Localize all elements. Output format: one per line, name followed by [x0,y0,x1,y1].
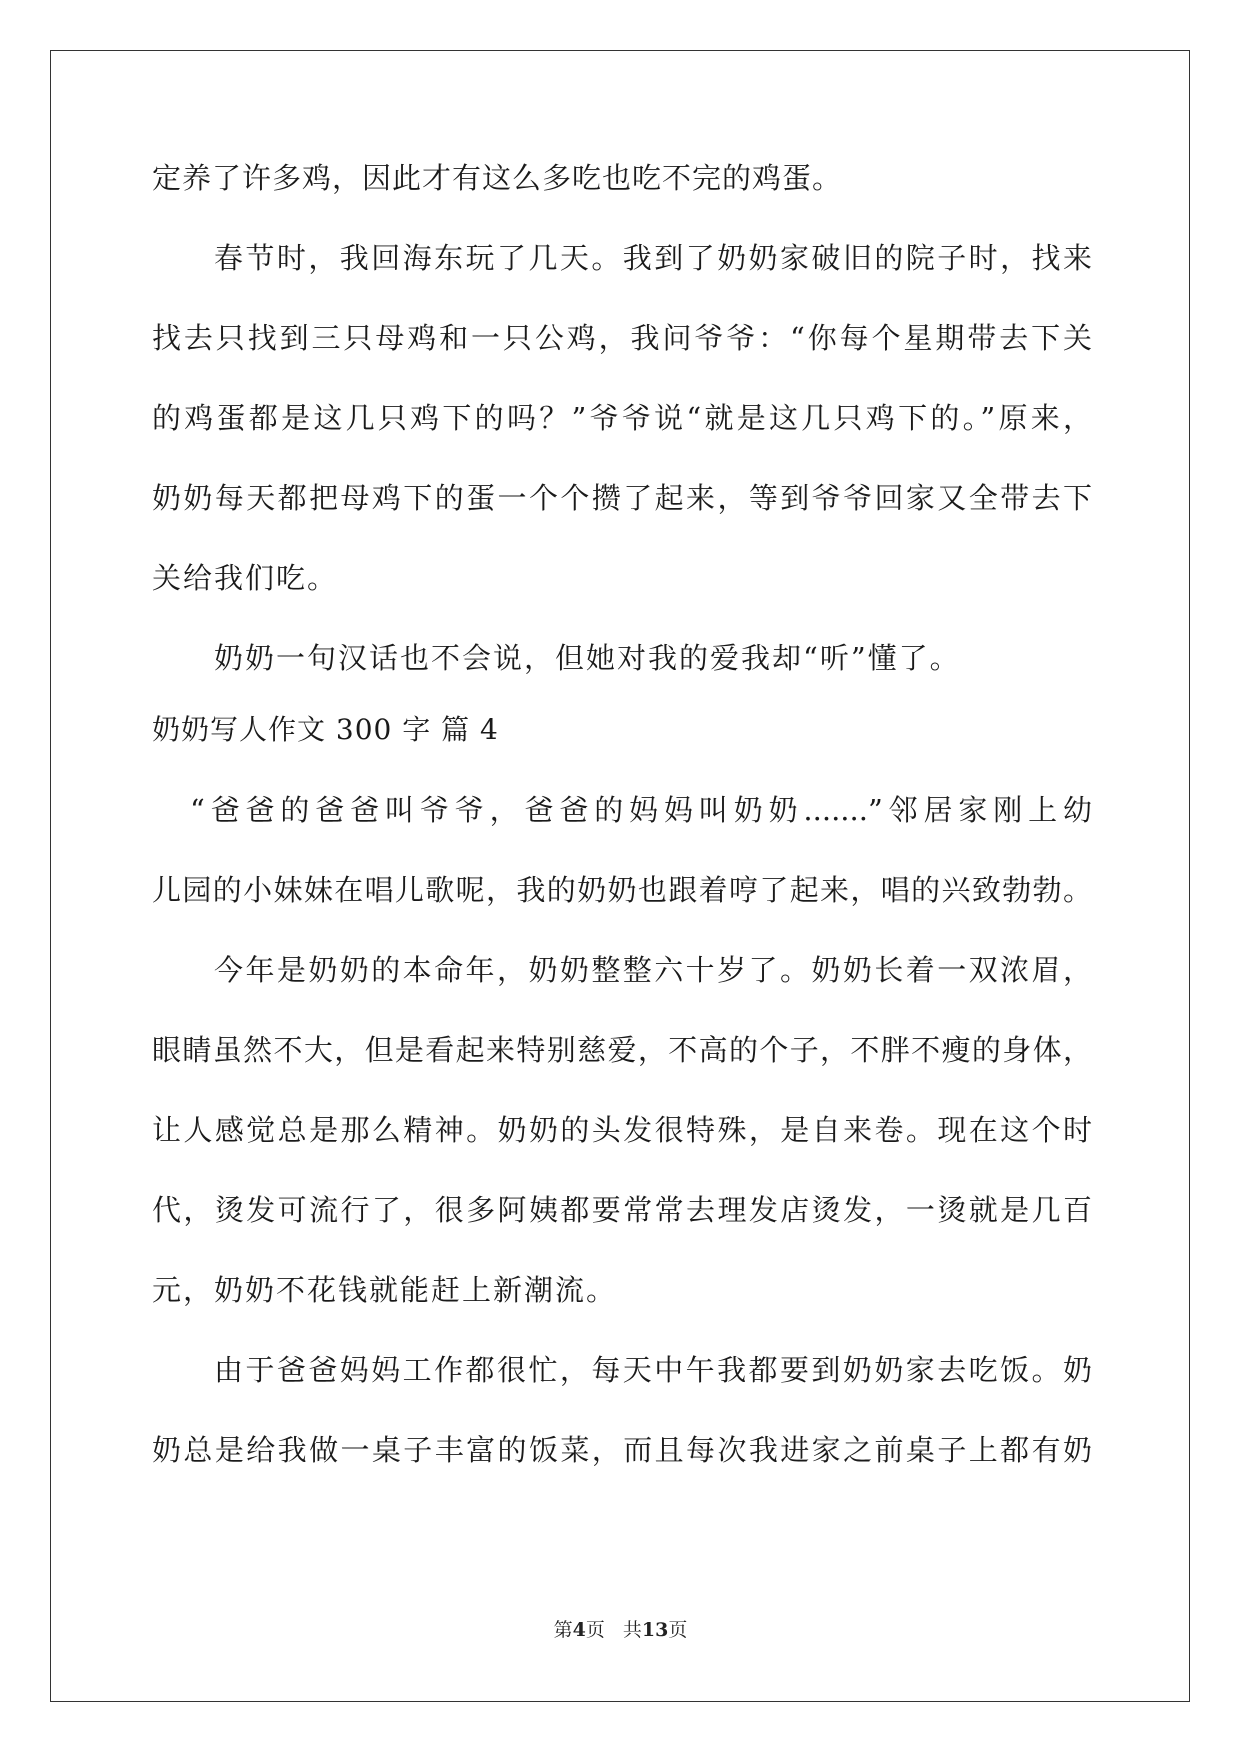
total-pages: 13 [641,1619,669,1641]
total-prefix: 共 [622,1619,642,1641]
text-line: 奶总是给我做一桌子丰富的饭菜，而且每次我进家之前桌子上都有奶 [152,1433,1092,1467]
text-line: 儿园的小妹妹在唱儿歌呢，我的奶奶也跟着哼了起来，唱的兴致勃勃。 [152,873,1092,907]
page-prefix: 第 [553,1619,573,1641]
total-suffix: 页 [668,1619,688,1641]
text-line: 关给我们吃。 [152,561,339,595]
paragraph-start-line: 春节时，我回海东玩了几天。我到了奶奶家破旧的院子时，找来 [214,241,1092,275]
text-line: 元，奶奶不花钱就能赶上新潮流。 [152,1273,618,1307]
text-line: 眼睛虽然不大，但是看起来特别慈爱，不高的个子，不胖不瘦的身体， [152,1033,1092,1067]
paragraph-start-line: 今年是奶奶的本命年，奶奶整整六十岁了。奶奶长着一双浓眉， [214,953,1092,987]
page-suffix: 页 [585,1619,605,1641]
text-line: 代，烫发可流行了，很多阿姨都要常常去理发店烫发，一烫就是几百 [152,1193,1092,1227]
page-number: 4 [572,1619,586,1641]
paragraph-start-line: 奶奶一句汉话也不会说，但她对我的爱我却“听”懂了。 [214,641,961,675]
text-line: 定养了许多鸡，因此才有这么多吃也吃不完的鸡蛋。 [152,161,843,195]
page-footer [0,1618,1241,1642]
section-heading: 奶奶写人作文 300 字 篇 4 [152,713,499,746]
text-line: 奶奶每天都把母鸡下的蛋一个个攒了起来，等到爷爷回家又全带去下 [152,481,1092,515]
paragraph-start-line: “爸爸的爸爸叫爷爷，爸爸的妈妈叫奶奶.......”邻居家刚上幼 [190,793,1092,827]
text-line: 的鸡蛋都是这几只鸡下的吗？”爷爷说“就是这几只鸡下的。”原来， [152,401,1092,435]
text-line: 让人感觉总是那么精神。奶奶的头发很特殊，是自来卷。现在这个时 [152,1113,1092,1147]
paragraph-start-line: 由于爸爸妈妈工作都很忙，每天中午我都要到奶奶家去吃饭。奶 [214,1353,1092,1387]
text-line: 找去只找到三只母鸡和一只公鸡，我问爷爷：“你每个星期带去下关 [152,321,1092,355]
